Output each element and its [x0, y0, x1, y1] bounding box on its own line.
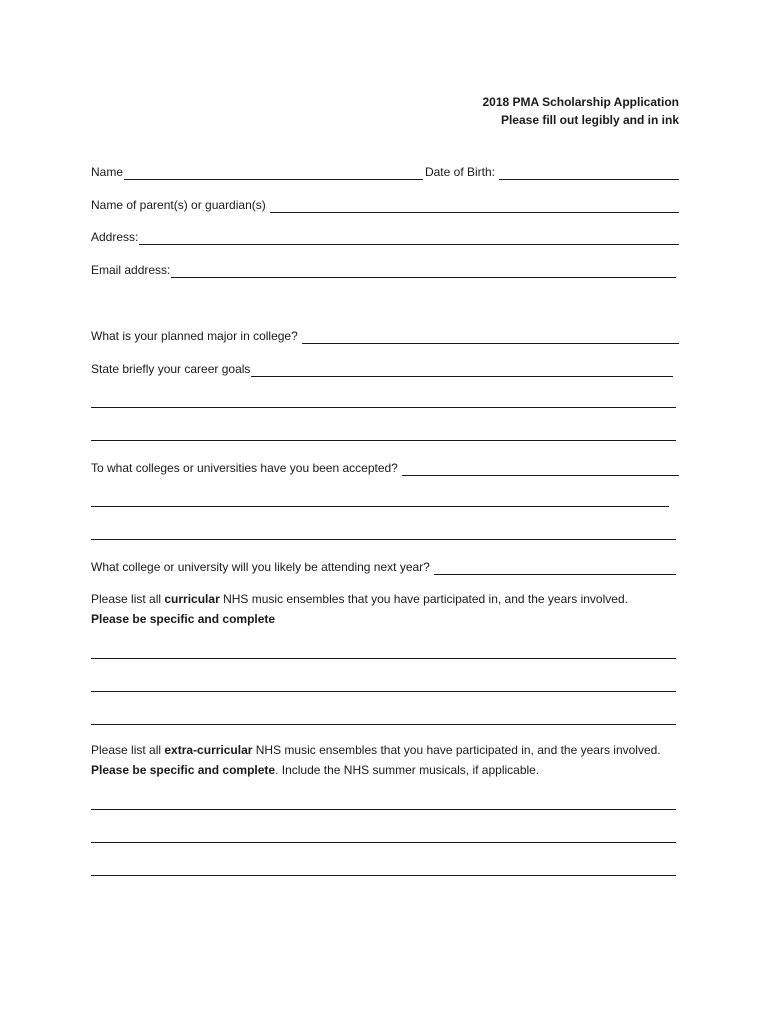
dob-field[interactable] [499, 167, 679, 180]
career-label: State briefly your career goals [91, 362, 251, 376]
accepted-row [91, 460, 679, 476]
extra-curricular-line-1[interactable] [91, 809, 676, 810]
extra-curricular-line-2[interactable] [91, 842, 676, 843]
parents-field[interactable] [270, 200, 679, 213]
accepted-extra-line-2[interactable] [91, 539, 676, 540]
dob-label: Date of Birth: [424, 165, 495, 179]
name-label: Name [91, 165, 124, 179]
extra-curricular-emphasis: Please be specific and complete [91, 763, 276, 777]
curricular-line-3[interactable] [91, 724, 676, 725]
curricular-line-2[interactable] [91, 691, 676, 692]
name-dob-row [91, 164, 679, 180]
major-row [91, 328, 679, 344]
curricular-keyword: curricular [164, 592, 220, 606]
address-label: Address: [91, 230, 139, 244]
career-row [91, 361, 673, 377]
curricular-text-pre: Please list all [91, 592, 165, 606]
name-field[interactable] [124, 167, 423, 180]
career-extra-line-1[interactable] [91, 407, 676, 408]
major-field[interactable] [302, 331, 679, 344]
extra-curricular-line-3[interactable] [91, 875, 676, 876]
form-title: 2018 PMA Scholarship Application [482, 95, 679, 109]
parents-label: Name of parent(s) or guardian(s) [91, 198, 266, 212]
form-header [483, 93, 680, 129]
accepted-label: To what colleges or universities have you been accepted? [91, 461, 398, 475]
email-field[interactable] [171, 265, 676, 278]
career-extra-line-2[interactable] [91, 440, 676, 441]
career-field[interactable] [251, 364, 673, 377]
attending-label: What college or university will you likely be attending next year? [91, 560, 430, 574]
email-row [91, 262, 676, 278]
parents-row [91, 197, 679, 213]
accepted-extra-line-1[interactable] [91, 506, 669, 507]
curricular-line-1[interactable] [91, 658, 676, 659]
major-label: What is your planned major in college? [91, 329, 298, 343]
extra-curricular-text-pre: Please list all [91, 743, 165, 757]
curricular-text-post: NHS music ensembles that you have participated in, and the years involved. [219, 592, 628, 606]
attending-row [91, 559, 676, 575]
curricular-instructions [91, 589, 681, 629]
extra-curricular-instructions [91, 740, 681, 780]
address-row [91, 229, 679, 245]
accepted-field[interactable] [402, 463, 679, 476]
address-field[interactable] [139, 232, 679, 245]
curricular-emphasis: Please be specific and complete [91, 612, 276, 626]
email-label: Email address: [91, 263, 171, 277]
attending-field[interactable] [434, 562, 676, 575]
extra-curricular-text-post: NHS music ensembles that you have participated in, and the years involved. [252, 743, 661, 757]
form-instructions: Please fill out legibly and in ink [500, 113, 679, 127]
extra-curricular-text-tail: . Include the NHS summer musicals, if applicable. [275, 763, 540, 777]
extra-curricular-keyword: extra-curricular [164, 743, 253, 757]
